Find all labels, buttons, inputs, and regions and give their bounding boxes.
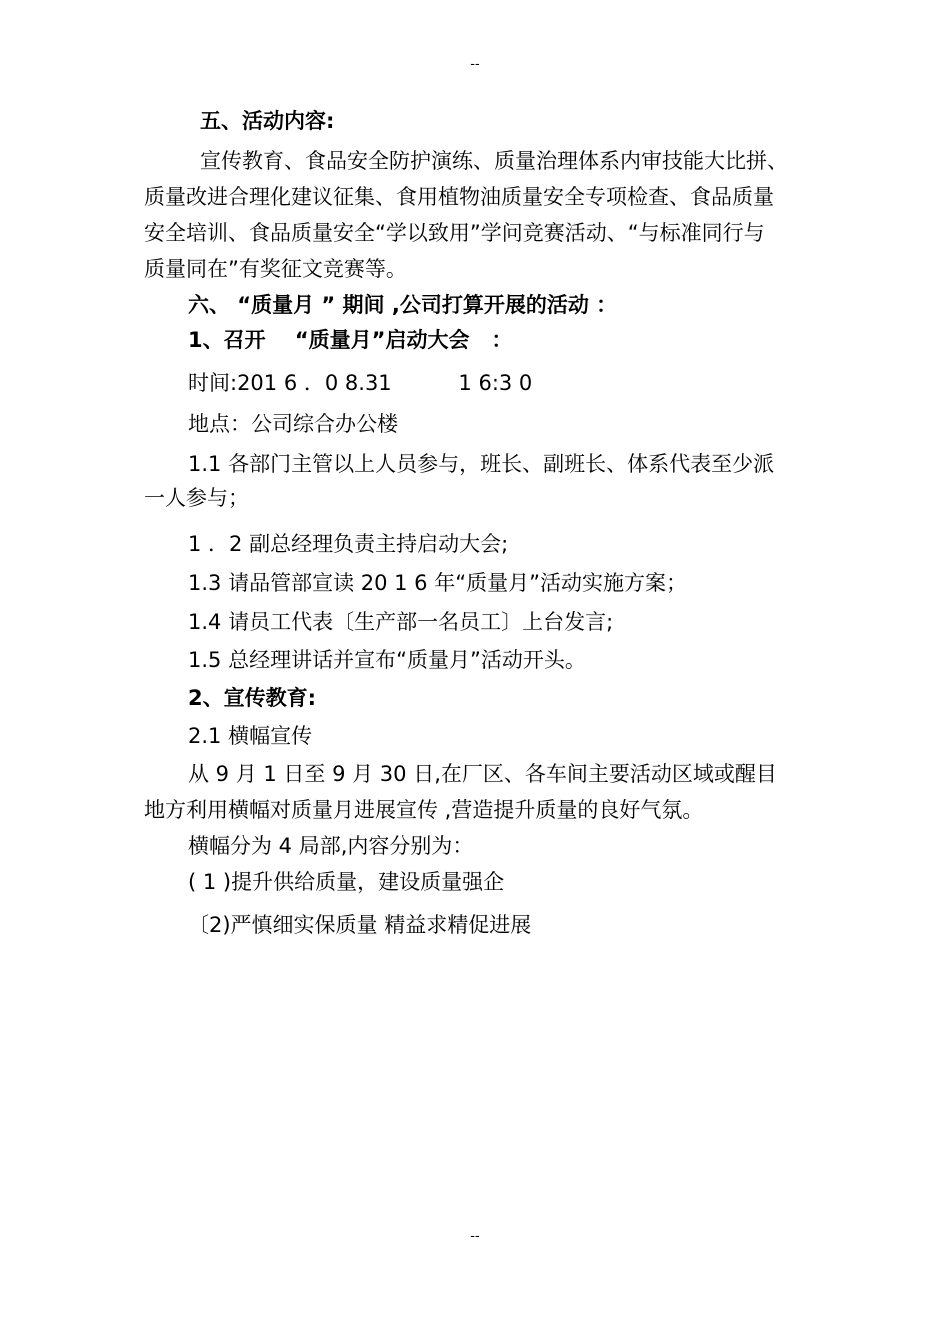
list-item: 1.4 请员工代表〔生产部一名员工〕上台发言; — [188, 610, 614, 634]
page-footer-mark: -- — [470, 1229, 480, 1244]
banner-intro: 横幅分为 4 局部,内容分别为： — [188, 834, 474, 858]
subsection-heading-1: 1、召开 “质量月”启动大会 ： — [188, 328, 513, 352]
list-item-continuation: 一人参与； — [144, 486, 249, 510]
paragraph-line: 宣传教育、食品安全防护演练、质量治理体系内审技能大比拼、 — [200, 149, 788, 173]
paragraph-line: 安全培训、食品质量安全“学以致用”学问竞赛活动、“与标准同行与 — [144, 221, 765, 245]
section-heading-6: 六、 “质量月 ” 期间 ,公司打算开展的活动 ： — [188, 293, 618, 317]
paragraph-line: 地方利用横幅对质量月进展宣传 ,营造提升质量的良好气氛。 — [144, 798, 704, 822]
list-item: 1.1 各部门主管以上人员参与，班长、副班长、体系代表至少派 — [188, 452, 775, 476]
list-item: 1 ．2 副总经理负责主持启动大会; — [188, 532, 509, 556]
banner-item: 〔2)严慎细实保质量 精益求精促进展 — [188, 913, 532, 937]
list-item: 1.3 请品管部宣读 20 1 6 年“质量月”活动实施方案； — [188, 571, 687, 595]
list-item: 2.1 横幅宣传 — [188, 724, 313, 748]
paragraph-line: 质量同在”有奖征文竞赛等。 — [144, 257, 407, 281]
banner-item: ( 1 )提升供给质量，建设质量强企 — [188, 870, 505, 894]
page-header-mark: -- — [470, 57, 480, 72]
subsection-heading-2: 2、宣传教育: — [188, 686, 317, 710]
meeting-place: 地点：公司综合办公楼 — [188, 412, 398, 436]
paragraph-line: 从 9 月 1 日至 9 月 30 日,在厂区、各车间主要活动区域或醒目 — [188, 762, 777, 786]
paragraph-line: 质量改进合理化建议征集、食用植物油质量安全专项检查、食品质量 — [144, 185, 774, 209]
list-item: 1.5 总经理讲话并宣布“质量月”活动开头。 — [188, 648, 586, 672]
meeting-time: 时间:201 6 ．0 8.31 1 6:3 0 — [188, 371, 533, 395]
section-heading-5: 五、活动内容: — [200, 109, 335, 133]
